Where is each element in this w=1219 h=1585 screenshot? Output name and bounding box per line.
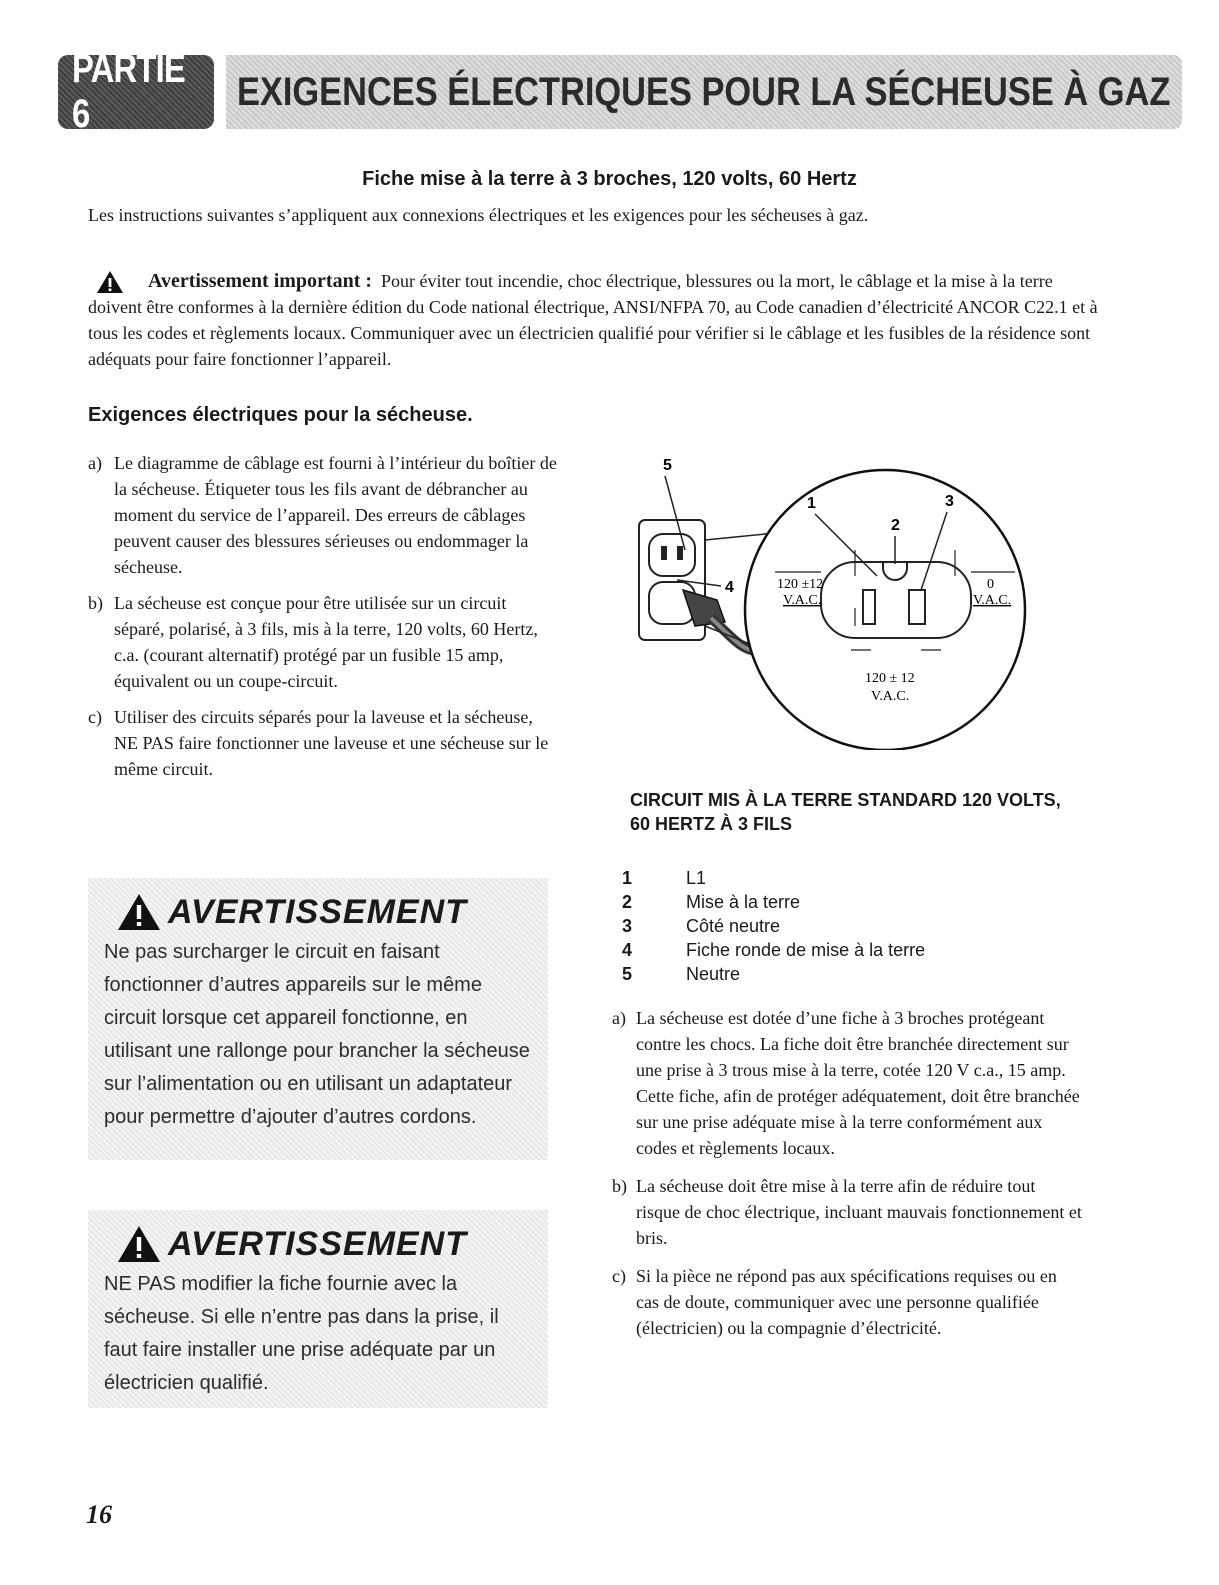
warning-icon: [116, 1224, 162, 1264]
legend-item: 3 Côté neutre: [622, 916, 781, 936]
warning-heading: [88, 1210, 548, 1264]
diagram-callout-2: 2: [891, 517, 900, 534]
section-heading: Exigences électriques pour la sécheuse.: [88, 404, 473, 426]
list-marker: b): [88, 593, 103, 613]
ground-hole: [883, 562, 907, 580]
legend-item: 5 Neutre: [622, 964, 741, 984]
diagram-callout-3: 3: [945, 493, 954, 510]
part-label: PARTIE 6: [72, 47, 185, 136]
outlet-wiring-diagram: [625, 450, 1065, 750]
list-marker: a): [612, 1008, 626, 1028]
list-item: [612, 1005, 1082, 1161]
subtitle: Fiche mise à la terre à 3 broches, 120 volts, 60 Hertz: [362, 168, 857, 190]
section-title-bar: [226, 55, 1182, 129]
important-warning: [88, 268, 1098, 372]
list-item: [88, 590, 558, 694]
list-marker: b): [612, 1176, 627, 1196]
right-voltage: 0: [987, 577, 994, 592]
bottom-unit: V.A.C.: [871, 689, 910, 704]
list-item: [612, 1173, 1082, 1251]
warning-title: AVERTISSEMENT: [168, 892, 467, 931]
legend-item: 1 L1: [622, 868, 707, 888]
diagram-legend: [622, 866, 925, 986]
list-text: La sécheuse est dotée d’une fiche à 3 broches protégeant contre les chocs. La fiche doit être branchée directement sur une prise à 3 trous mise à la terre, cotée 120 V c.a., 15 amp. Cette fiche, afin de protéger adéquatement, doit être branchée sur une prise adéquate mise à la terre conformément aux codes et règlements locaux.: [636, 1008, 1080, 1158]
warning-title: AVERTISSEMENT: [168, 1224, 467, 1263]
legend-item: 2 Mise à la terre: [622, 892, 801, 912]
list-marker: a): [88, 453, 102, 473]
list-text: Le diagramme de câblage est fourni à l’intérieur du boîtier de la sécheuse. Étiqueter tous les fils avant de débrancher au moment du service de l’appareil. Des erreurs de câblages peuvent causer des blessures sérieuses ou endommager la sécheuse.: [114, 453, 557, 577]
diagram-callout-4: 4: [725, 579, 734, 596]
list-item: [88, 450, 558, 580]
bottom-voltage: 120 ± 12: [865, 671, 915, 686]
part-label-box: [58, 47, 214, 136]
list-item: [612, 1263, 1082, 1341]
left-voltage: 120 ±12: [777, 577, 824, 592]
warning-text: NE PAS modifier la fiche fournie avec la sécheuse. Si elle n’entre pas dans la prise, il faut faire installer une prise adéquate par un électricien qualifié.: [104, 1273, 499, 1394]
list-text: Si la pièce ne répond pas aux spécifications requises ou en cas de doute, communiquer avec une personne qualifiée (électricien) ou la compagnie d’électricité.: [636, 1266, 1057, 1338]
list-marker: c): [612, 1266, 626, 1286]
diagram-callout-5: 5: [663, 457, 672, 474]
right-unit: V.A.C.: [973, 593, 1012, 608]
neutral-slot: [909, 590, 925, 624]
left-requirements-list: [88, 450, 558, 792]
list-text: La sécheuse doit être mise à la terre afin de réduire tout risque de choc électrique, incluant mauvais fonctionnement et bris.: [636, 1176, 1082, 1248]
intro-text: Les instructions suivantes s’appliquent aux connexions électriques et les exigences pour les sécheuses à gaz.: [88, 205, 869, 225]
page-number: 16: [86, 1500, 112, 1529]
warning-box-plug: [88, 1210, 548, 1408]
list-text: La sécheuse est conçue pour être utilisée sur un circuit séparé, polarisé, à 3 fils, mis à la terre, 120 volts, 60 Hertz, c.a. (courant alternatif) protégé par un fusible 15 amp, équivalent ou un coupe-circuit.: [114, 593, 538, 691]
warning-text: Ne pas surcharger le circuit en faisant fonctionner d’autres appareils sur le même circuit lorsque cet appareil fonctionne, en utilisant une rallonge pour brancher la sécheuse sur l’alimentation ou en utilisant un adaptateur pour permettre d’ajouter d’autres cordons.: [104, 941, 530, 1128]
left-unit: V.A.C.: [783, 593, 822, 608]
important-text: Pour éviter tout incendie, choc électrique, blessures ou la mort, le câblage et la mise à la terre doivent être conformes à la dernière édition du Code national électrique, ANSI/NFPA 70, au Code canadien d’électricité ANCOR C22.1 et à tous les codes et règlements locaux. Communiquer avec un électricien qualifié pour vérifier si le câblage et les fusibles de la résidence sont adéquats pour faire fonctionner l’appareil.: [88, 271, 1098, 369]
warning-heading: [88, 878, 548, 932]
warning-box-overload: [88, 878, 548, 1160]
page-title: EXIGENCES ÉLECTRIQUES POUR LA SÉCHEUSE À GAZ: [237, 69, 1171, 114]
list-marker: c): [88, 707, 102, 727]
list-text: Utiliser des circuits séparés pour la laveuse et la sécheuse, NE PAS faire fonctionner une laveuse et une sécheuse sur le même circuit.: [114, 707, 549, 779]
right-requirements-list: [612, 1005, 1082, 1353]
important-label: Avertissement important :: [148, 270, 373, 292]
hot-slot: [863, 590, 875, 624]
diagram-caption: CIRCUIT MIS À LA TERRE STANDARD 120 VOLTS, 60 HERTZ À 3 FILS: [630, 790, 1061, 834]
warning-icon: [116, 892, 162, 932]
list-item: [88, 704, 558, 782]
diagram-callout-1: 1: [807, 495, 816, 512]
legend-item: 4 Fiche ronde de mise à la terre: [622, 940, 926, 960]
